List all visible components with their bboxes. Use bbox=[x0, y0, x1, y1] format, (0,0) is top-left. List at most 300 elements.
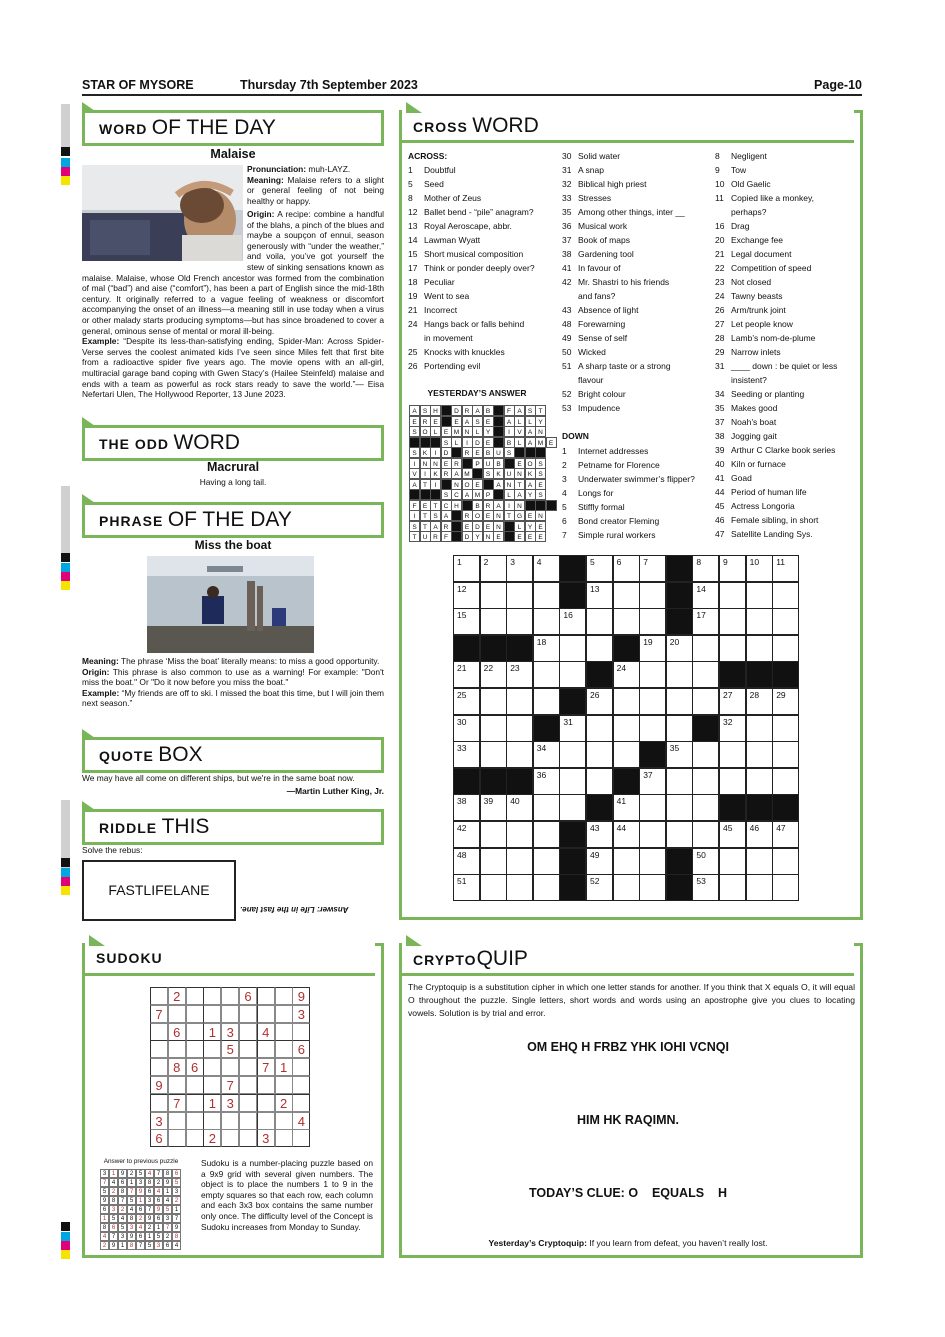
grid-cell[interactable] bbox=[639, 794, 666, 821]
grid-cell[interactable] bbox=[506, 848, 533, 875]
sudoku-cell[interactable] bbox=[150, 1040, 168, 1058]
answer-cell: L bbox=[451, 437, 462, 448]
clue-text: Simple rural workers bbox=[578, 530, 656, 540]
clue-text: Drag bbox=[731, 221, 750, 231]
sudoku-cell: 2 bbox=[168, 987, 186, 1005]
grid-cell[interactable] bbox=[639, 661, 666, 688]
cell-number: 21 bbox=[457, 663, 467, 674]
grid-cell[interactable] bbox=[719, 688, 746, 715]
cell-number: 33 bbox=[457, 743, 467, 754]
answer-block bbox=[525, 500, 536, 511]
sudoku-cell[interactable] bbox=[292, 1076, 310, 1094]
sudoku-cell: 6 bbox=[150, 1129, 168, 1147]
sudoku-cell[interactable] bbox=[203, 987, 221, 1005]
sudoku-cell[interactable] bbox=[239, 1076, 257, 1094]
sudoku-cell: 1 bbox=[203, 1023, 221, 1041]
sudoku-cell[interactable] bbox=[203, 1058, 221, 1076]
answer-cell: T bbox=[514, 479, 525, 490]
grid-cell[interactable] bbox=[533, 555, 560, 582]
answer-cell: L bbox=[472, 426, 483, 437]
grid-cell[interactable] bbox=[613, 582, 640, 609]
grid-cell[interactable] bbox=[559, 635, 586, 662]
grid-cell[interactable] bbox=[453, 555, 480, 582]
sudoku-cell[interactable] bbox=[239, 1023, 257, 1041]
grid-cell[interactable] bbox=[453, 794, 480, 821]
sudoku-cell[interactable] bbox=[292, 1129, 310, 1147]
clue-number: 20 bbox=[715, 235, 725, 245]
clue-number: 35 bbox=[715, 403, 725, 413]
grid-cell[interactable] bbox=[559, 741, 586, 768]
grid-cell[interactable] bbox=[639, 768, 666, 795]
clue-text: A snap bbox=[578, 165, 604, 175]
sudoku-cell[interactable] bbox=[186, 1040, 204, 1058]
grid-cell[interactable] bbox=[719, 741, 746, 768]
cell-number: 9 bbox=[723, 557, 728, 567]
answer-cell: S bbox=[430, 510, 441, 521]
grid-cell[interactable] bbox=[772, 608, 799, 635]
clue-text: Satellite Landing Sys. bbox=[731, 529, 813, 539]
grid-cell[interactable] bbox=[772, 741, 799, 768]
grid-cell[interactable] bbox=[746, 874, 773, 901]
sudoku-cell[interactable] bbox=[168, 1112, 186, 1130]
grid-cell[interactable] bbox=[639, 608, 666, 635]
grid-cell[interactable] bbox=[639, 635, 666, 662]
sudoku-cell[interactable] bbox=[239, 1112, 257, 1130]
sudoku-cell[interactable] bbox=[275, 1076, 293, 1094]
grid-cell[interactable] bbox=[772, 555, 799, 582]
sudoku-answer-cell: 4 bbox=[127, 1205, 136, 1214]
sudoku-answer-cell: 7 bbox=[127, 1187, 136, 1196]
grid-cell[interactable] bbox=[453, 874, 480, 901]
grid-cell[interactable] bbox=[453, 821, 480, 848]
grid-cell[interactable] bbox=[639, 688, 666, 715]
sudoku-cell[interactable] bbox=[186, 1005, 204, 1023]
grid-cell[interactable] bbox=[453, 608, 480, 635]
sudoku-cell[interactable] bbox=[186, 1112, 204, 1130]
grid-cell[interactable] bbox=[480, 874, 507, 901]
phrase-body bbox=[82, 656, 384, 709]
answer-block bbox=[493, 437, 504, 448]
cell-number: 15 bbox=[457, 610, 467, 621]
clue-number: 24 bbox=[715, 291, 725, 301]
grid-cell[interactable] bbox=[639, 821, 666, 848]
grid-cell[interactable] bbox=[613, 688, 640, 715]
sudoku-answer-cell: 8 bbox=[109, 1196, 118, 1205]
grid-cell[interactable] bbox=[746, 608, 773, 635]
sudoku-cell[interactable] bbox=[186, 1076, 204, 1094]
grid-cell[interactable] bbox=[666, 635, 693, 662]
sudoku-answer-cell: 8 bbox=[118, 1187, 127, 1196]
grid-cell[interactable] bbox=[746, 635, 773, 662]
sudoku-answer-cell: 8 bbox=[100, 1223, 109, 1232]
grid-cell[interactable] bbox=[746, 555, 773, 582]
sudoku-answer-cell: 6 bbox=[154, 1214, 163, 1223]
sudoku-cell[interactable] bbox=[257, 1112, 275, 1130]
clue-text: In favour of bbox=[578, 263, 621, 273]
clue-number: 48 bbox=[562, 319, 572, 329]
grid-cell[interactable] bbox=[772, 821, 799, 848]
header-flag bbox=[82, 494, 98, 505]
clue-item bbox=[715, 289, 783, 303]
sudoku-answer-cell: 9 bbox=[136, 1187, 145, 1196]
sudoku-cell[interactable] bbox=[239, 1094, 257, 1112]
grid-cell[interactable] bbox=[453, 688, 480, 715]
sudoku-cell[interactable] bbox=[150, 1058, 168, 1076]
grid-cell[interactable] bbox=[586, 741, 613, 768]
riddle-answer: Answer: Life in the fast lane. bbox=[240, 905, 349, 914]
sudoku-cell[interactable] bbox=[257, 1094, 275, 1112]
sudoku-cell[interactable] bbox=[150, 1094, 168, 1112]
sudoku-answer-cell: 7 bbox=[136, 1241, 145, 1250]
grid-cell[interactable] bbox=[533, 741, 560, 768]
grid-cell[interactable] bbox=[719, 821, 746, 848]
clue-number: 16 bbox=[715, 221, 725, 231]
clue-item bbox=[715, 415, 776, 429]
grid-cell[interactable] bbox=[453, 848, 480, 875]
sudoku-cell[interactable] bbox=[275, 1112, 293, 1130]
sudoku-cell[interactable] bbox=[203, 1076, 221, 1094]
grid-block bbox=[613, 768, 640, 795]
answer-block bbox=[430, 489, 441, 500]
grid-cell[interactable] bbox=[453, 661, 480, 688]
sudoku-cell[interactable] bbox=[239, 1040, 257, 1058]
clue-text: Stresses bbox=[578, 193, 612, 203]
grid-cell[interactable] bbox=[613, 608, 640, 635]
cryptoquip-yesterday bbox=[402, 1238, 854, 1248]
sudoku-cell[interactable] bbox=[168, 1005, 186, 1023]
grid-cell[interactable] bbox=[692, 848, 719, 875]
sudoku-answer-cell: 9 bbox=[163, 1178, 172, 1187]
sudoku-answer-cell: 9 bbox=[109, 1241, 118, 1250]
clue-item bbox=[562, 247, 634, 261]
grid-cell[interactable] bbox=[480, 608, 507, 635]
grid-block bbox=[480, 768, 507, 795]
grid-cell[interactable] bbox=[586, 635, 613, 662]
grid-cell[interactable] bbox=[772, 768, 799, 795]
grid-block bbox=[559, 874, 586, 901]
grid-cell[interactable] bbox=[506, 821, 533, 848]
grid-cell[interactable] bbox=[480, 688, 507, 715]
grid-cell[interactable] bbox=[692, 741, 719, 768]
grid-cell[interactable] bbox=[480, 582, 507, 609]
grid-cell[interactable] bbox=[613, 848, 640, 875]
answer-block bbox=[535, 500, 546, 511]
grid-cell[interactable] bbox=[506, 794, 533, 821]
grid-cell[interactable] bbox=[613, 794, 640, 821]
grid-cell[interactable] bbox=[719, 635, 746, 662]
grid-cell[interactable] bbox=[719, 848, 746, 875]
grid-cell[interactable] bbox=[692, 794, 719, 821]
answer-cell: E bbox=[462, 521, 473, 532]
grid-cell[interactable] bbox=[772, 688, 799, 715]
answer-cell: K bbox=[430, 468, 441, 479]
grid-cell[interactable] bbox=[586, 821, 613, 848]
grid-cell[interactable] bbox=[506, 874, 533, 901]
grid-cell[interactable] bbox=[746, 582, 773, 609]
odd-word-definition: Having a long tail. bbox=[199, 477, 267, 487]
grid-cell[interactable] bbox=[480, 555, 507, 582]
grid-cell[interactable] bbox=[692, 582, 719, 609]
grid-cell[interactable] bbox=[533, 635, 560, 662]
yesterday-solution: If you learn from defeat, you haven’t really lost. bbox=[589, 1238, 768, 1248]
grid-cell[interactable] bbox=[586, 715, 613, 742]
grid-cell[interactable] bbox=[639, 582, 666, 609]
grid-cell[interactable] bbox=[586, 582, 613, 609]
grid-cell[interactable] bbox=[613, 555, 640, 582]
sudoku-cell[interactable] bbox=[203, 1040, 221, 1058]
sudoku-cell[interactable] bbox=[292, 1058, 310, 1076]
grid-cell[interactable] bbox=[719, 874, 746, 901]
sudoku-cell[interactable] bbox=[239, 1129, 257, 1147]
grid-cell[interactable] bbox=[533, 794, 560, 821]
sudoku-answer-cell: 9 bbox=[127, 1232, 136, 1241]
answer-block bbox=[430, 437, 441, 448]
grid-cell[interactable] bbox=[746, 768, 773, 795]
clue-item bbox=[408, 191, 481, 205]
grid-cell[interactable] bbox=[453, 582, 480, 609]
grid-cell[interactable] bbox=[666, 794, 693, 821]
grid-cell[interactable] bbox=[586, 608, 613, 635]
grid-cell[interactable] bbox=[692, 821, 719, 848]
grid-cell[interactable] bbox=[639, 848, 666, 875]
grid-cell[interactable] bbox=[506, 715, 533, 742]
answer-cell: L bbox=[504, 489, 515, 500]
cell-number: 52 bbox=[590, 876, 600, 887]
answer-cell: D bbox=[441, 447, 452, 458]
sudoku-cell[interactable] bbox=[275, 1129, 293, 1147]
grid-cell[interactable] bbox=[586, 874, 613, 901]
grid-cell[interactable] bbox=[480, 661, 507, 688]
sudoku-cell[interactable] bbox=[275, 1005, 293, 1023]
sudoku-cell[interactable] bbox=[150, 987, 168, 1005]
header-flag bbox=[89, 935, 105, 946]
clue-number: 5 bbox=[408, 179, 413, 189]
answer-cell: A bbox=[514, 405, 525, 416]
grid-cell[interactable] bbox=[692, 874, 719, 901]
sudoku-cell[interactable] bbox=[221, 1129, 239, 1147]
sudoku-cell[interactable] bbox=[186, 1023, 204, 1041]
grid-cell[interactable] bbox=[506, 741, 533, 768]
sudoku-answer-cell: 4 bbox=[109, 1178, 118, 1187]
sudoku-cell[interactable] bbox=[239, 1005, 257, 1023]
grid-cell[interactable] bbox=[746, 741, 773, 768]
grid-cell[interactable] bbox=[586, 555, 613, 582]
sudoku-cell[interactable] bbox=[239, 1058, 257, 1076]
grid-cell[interactable] bbox=[533, 821, 560, 848]
answer-cell: A bbox=[493, 479, 504, 490]
grid-cell[interactable] bbox=[746, 715, 773, 742]
grid-cell[interactable] bbox=[719, 608, 746, 635]
grid-cell[interactable] bbox=[613, 874, 640, 901]
clue-text: Biblical high priest bbox=[578, 179, 647, 189]
clue-item bbox=[715, 275, 771, 289]
sudoku-answer-cell: 7 bbox=[154, 1169, 163, 1178]
sudoku-cell[interactable] bbox=[292, 1094, 310, 1112]
grid-cell[interactable] bbox=[666, 715, 693, 742]
grid-cell[interactable] bbox=[639, 555, 666, 582]
grid-cell[interactable] bbox=[559, 794, 586, 821]
grid-cell[interactable] bbox=[453, 715, 480, 742]
grid-cell[interactable] bbox=[533, 874, 560, 901]
clue-text: Underwater swimmer’s flipper? bbox=[578, 474, 695, 484]
grid-cell[interactable] bbox=[719, 768, 746, 795]
grid-cell[interactable] bbox=[719, 555, 746, 582]
yesterday-answer-label: YESTERDAY’S ANSWER bbox=[427, 388, 527, 398]
grid-cell[interactable] bbox=[692, 661, 719, 688]
answer-cell: A bbox=[462, 416, 473, 427]
grid-cell[interactable] bbox=[480, 741, 507, 768]
clue-number: 51 bbox=[562, 361, 572, 371]
grid-block bbox=[746, 794, 773, 821]
sudoku-cell[interactable] bbox=[275, 1040, 293, 1058]
grid-cell[interactable] bbox=[533, 608, 560, 635]
grid-cell[interactable] bbox=[613, 821, 640, 848]
grid-cell[interactable] bbox=[639, 874, 666, 901]
grid-cell[interactable] bbox=[666, 768, 693, 795]
grid-cell[interactable] bbox=[772, 874, 799, 901]
grid-cell[interactable] bbox=[746, 821, 773, 848]
sudoku-cell[interactable] bbox=[257, 987, 275, 1005]
grid-cell[interactable] bbox=[453, 741, 480, 768]
grid-cell[interactable] bbox=[559, 768, 586, 795]
clue-number: 41 bbox=[562, 263, 572, 273]
grid-cell[interactable] bbox=[533, 688, 560, 715]
sudoku-cell[interactable] bbox=[292, 1023, 310, 1041]
grid-cell[interactable] bbox=[613, 741, 640, 768]
grid-cell[interactable] bbox=[586, 688, 613, 715]
answer-cell: A bbox=[525, 426, 536, 437]
sudoku-answer-cell: 7 bbox=[172, 1214, 181, 1223]
clue-value: H bbox=[717, 1186, 727, 1200]
grid-cell[interactable] bbox=[533, 582, 560, 609]
sudoku-cell[interactable] bbox=[221, 987, 239, 1005]
grid-cell[interactable] bbox=[506, 582, 533, 609]
grid-cell[interactable] bbox=[480, 794, 507, 821]
grid-block bbox=[586, 794, 613, 821]
answer-cell: A bbox=[430, 521, 441, 532]
sudoku-cell[interactable] bbox=[186, 1094, 204, 1112]
sudoku-cell[interactable] bbox=[203, 1005, 221, 1023]
grid-cell[interactable] bbox=[772, 582, 799, 609]
grid-cell[interactable] bbox=[559, 608, 586, 635]
sudoku-cell[interactable] bbox=[257, 1005, 275, 1023]
sudoku-cell[interactable] bbox=[168, 1040, 186, 1058]
grid-cell[interactable] bbox=[613, 661, 640, 688]
sudoku-cell[interactable] bbox=[221, 1112, 239, 1130]
sudoku-answer-cell: 1 bbox=[172, 1205, 181, 1214]
grid-cell[interactable] bbox=[666, 661, 693, 688]
sudoku-answer-cell: 9 bbox=[172, 1223, 181, 1232]
grid-cell[interactable] bbox=[586, 768, 613, 795]
grid-cell[interactable] bbox=[559, 715, 586, 742]
grid-cell[interactable] bbox=[772, 848, 799, 875]
clue-number: 50 bbox=[562, 347, 572, 357]
answer-cell: I bbox=[462, 437, 473, 448]
grid-cell[interactable] bbox=[746, 848, 773, 875]
answer-cell: L bbox=[514, 437, 525, 448]
grid-cell[interactable] bbox=[533, 848, 560, 875]
clue-item bbox=[715, 499, 795, 513]
grid-cell[interactable] bbox=[692, 608, 719, 635]
grid-cell[interactable] bbox=[480, 848, 507, 875]
grid-cell[interactable] bbox=[613, 715, 640, 742]
grid-cell[interactable] bbox=[719, 582, 746, 609]
grid-cell[interactable] bbox=[772, 635, 799, 662]
grid-cell[interactable] bbox=[506, 608, 533, 635]
pronunciation: muh-LAYZ. bbox=[308, 164, 351, 174]
answer-cell: A bbox=[451, 468, 462, 479]
grid-cell[interactable] bbox=[666, 741, 693, 768]
grid-cell[interactable] bbox=[746, 688, 773, 715]
sudoku-cell: 7 bbox=[257, 1058, 275, 1076]
grid-cell[interactable] bbox=[480, 715, 507, 742]
grid-cell[interactable] bbox=[666, 688, 693, 715]
answer-cell: M bbox=[451, 426, 462, 437]
grid-cell[interactable] bbox=[719, 715, 746, 742]
grid-cell[interactable] bbox=[506, 688, 533, 715]
grid-cell[interactable] bbox=[533, 661, 560, 688]
sudoku-cell[interactable] bbox=[150, 1023, 168, 1041]
cell-number: 23 bbox=[510, 663, 520, 674]
sudoku-cell[interactable] bbox=[221, 1058, 239, 1076]
grid-cell[interactable] bbox=[692, 555, 719, 582]
grid-cell[interactable] bbox=[480, 821, 507, 848]
sudoku-cell[interactable] bbox=[275, 987, 293, 1005]
answer-block bbox=[420, 437, 431, 448]
grid-cell[interactable] bbox=[772, 715, 799, 742]
sudoku-answer-cell: 7 bbox=[109, 1232, 118, 1241]
sudoku-cell[interactable] bbox=[275, 1023, 293, 1041]
sudoku-cell[interactable] bbox=[168, 1129, 186, 1147]
grid-cell[interactable] bbox=[559, 661, 586, 688]
grid-cell[interactable] bbox=[692, 768, 719, 795]
clue-text: Legal document bbox=[731, 249, 792, 259]
sudoku-answer-cell: 6 bbox=[109, 1223, 118, 1232]
answer-cell: L bbox=[514, 416, 525, 427]
clue-item bbox=[715, 345, 781, 359]
sudoku-cell[interactable] bbox=[203, 1112, 221, 1130]
grid-cell[interactable] bbox=[666, 821, 693, 848]
grid-cell[interactable] bbox=[586, 848, 613, 875]
clue-number: 17 bbox=[408, 263, 418, 273]
sudoku-cell[interactable] bbox=[257, 1076, 275, 1094]
grid-cell[interactable] bbox=[692, 688, 719, 715]
sudoku-cell: 7 bbox=[150, 1005, 168, 1023]
answer-block bbox=[525, 447, 536, 458]
cell-number: 28 bbox=[749, 690, 760, 700]
clue-text: insistent? bbox=[731, 375, 767, 385]
grid-cell[interactable] bbox=[692, 635, 719, 662]
sudoku-cell[interactable] bbox=[168, 1076, 186, 1094]
sudoku-cell[interactable] bbox=[221, 1005, 239, 1023]
cell-number: 13 bbox=[590, 583, 600, 594]
grid-cell[interactable] bbox=[506, 661, 533, 688]
clue-item bbox=[408, 177, 444, 191]
sudoku-answer-cell: 4 bbox=[154, 1187, 163, 1196]
grid-cell[interactable] bbox=[639, 715, 666, 742]
sudoku-cell[interactable] bbox=[186, 1129, 204, 1147]
sudoku-cell[interactable] bbox=[257, 1040, 275, 1058]
grid-cell[interactable] bbox=[506, 555, 533, 582]
sudoku-cell[interactable] bbox=[186, 987, 204, 1005]
clue-text: Kiln or furnace bbox=[731, 459, 786, 469]
answer-cell: F bbox=[409, 500, 420, 511]
grid-cell[interactable] bbox=[533, 768, 560, 795]
answer-cell: O bbox=[420, 426, 431, 437]
cryptoquip-header bbox=[402, 943, 854, 976]
grid-block bbox=[559, 555, 586, 582]
answer-cell: B bbox=[472, 500, 483, 511]
